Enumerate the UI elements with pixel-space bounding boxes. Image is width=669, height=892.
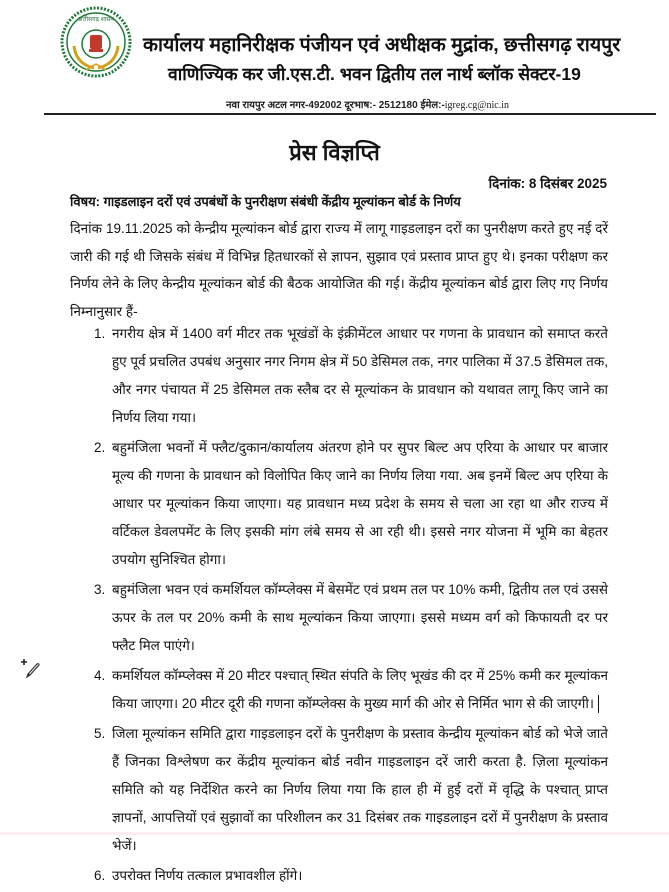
list-item bbox=[70, 662, 608, 718]
item-text: बहुमंजिला भवनों में फ्लैट/दुकान/कार्यालय अंतरण होने पर सुपर बिल्ट अप एरिया के आधार पर बाजार मूल्य की गणना के प्रावधान को विलोपित किए जाने का निर्णय लिया गया. अब इनमें बिल्ट अप एरिया के आधार पर मूल्यांकन किया जाएगा। यह प्रावधान मध्य प्रदेश के समय से चला आ रहा था और राज्य में वर्टिकल डेवलपमेंट के लिए इसकी मांग लंबे समय से आ रही थी। इससे नगर योजना में भूमि का बेहतर उपयोग सुनिश्चित होगा। bbox=[112, 440, 608, 567]
item-text: बहुमंजिला भवन एवं कमर्शियल कॉम्प्लेक्स में बेसमेंट एवं प्रथम तल पर 10% कमी, द्वितीय तल एवं उससे ऊपर के तल पर 20% कमी के साथ मूल्यांकन किया जाएगा। इससे मध्यम वर्ग को किफायती दर पर फ्लैट मिल पाएंगे। bbox=[112, 582, 608, 653]
item-number: 1. bbox=[94, 326, 106, 341]
header-divider bbox=[44, 113, 656, 115]
email-link[interactable]: igreg.cg@nic.in bbox=[444, 100, 509, 111]
item-number: 5. bbox=[94, 726, 106, 741]
decisions-list bbox=[70, 320, 608, 892]
item-number: 2. bbox=[94, 440, 106, 455]
contact-line bbox=[226, 97, 509, 111]
item-number: 6. bbox=[94, 868, 106, 883]
office-title: कार्यालय महानिरीक्षक पंजीयन एवं अधीक्षक मुद्रांक, छत्तीसगढ़ रायपुर bbox=[143, 34, 621, 56]
item-text: नगरीय क्षेत्र में 1400 वर्ग मीटर तक भूखंडों के इंक्रीमेंटल आधार पर गणना के प्रावधान को समाप्त करते हुए पूर्व प्रचलित उपबंध अनुसार नगर निगम क्षेत्र में 50 डेसिमल तक, नगर पालिका में 37.5 डेसिमल तक, और नगर पंचायत में 25 डेसिमल तक स्लैब दर से मूल्यांकन के प्रावधान को यथावत लागू किए जाने का निर्णय लिया गया। bbox=[112, 326, 608, 425]
item-number: 4. bbox=[94, 668, 106, 683]
intro-paragraph: दिनांक 19.11.2025 को केन्द्रीय मूल्यांकन बोर्ड द्वारा राज्य में लागू गाइडलाइन दरों का पुनरीक्षण करते हुए नई दरें जारी की गई थी जिसके संबंध में विभिन्न हितधारकों से ज्ञापन, सुझाव एवं प्रस्ताव प्राप्त हुए थे। इनका परीक्षण कर निर्णय लेने के लिए केन्द्रीय मूल्यांकन बोर्ड की बैठक आयोजित की गई। केंद्रीय मूल्यांकन बोर्ड द्वारा लिए गए निर्णय निम्नानुसार हैं- bbox=[70, 221, 608, 319]
document-subject: विषय: गाइडलाइन दरों एवं उपबंधों के पुनरीक्षण संबंधी केंद्रीय मूल्यांकन बोर्ड के निर्णय bbox=[70, 194, 461, 209]
item-text: कमर्शियल कॉम्प्लेक्स में 20 मीटर पश्चात् स्थित संपति के लिए भूखंड की दर में 25% कमी कर मूल्यांकन किया जाएगा। 20 मीटर दूरी की गणना कॉम्प्लेक्स के मुख्य मार्ग की ओर से निर्मित भाग से की जाएगी। bbox=[112, 668, 608, 711]
item-number: 3. bbox=[94, 582, 106, 597]
chhattisgarh-govt-emblem-icon bbox=[60, 6, 132, 78]
list-item bbox=[70, 434, 608, 574]
item-text: उपरोक्त निर्णय तत्काल प्रभावशील होंगे। bbox=[112, 868, 303, 883]
list-item bbox=[70, 720, 608, 860]
list-item bbox=[70, 576, 608, 660]
list-item bbox=[70, 320, 608, 432]
item-text: जिला मूल्यांकन समिति द्वारा गाइडलाइन दरों के पुनरीक्षण के प्रस्ताव केन्द्रीय मूल्यांकन बोर्ड को भेजे जाते हैं जिनका विश्लेषण कर केंद्रीय मूल्यांकन बोर्ड नवीन गाइडलाइन दरें जारी करता है. ज़िला मूल्यांकन समिति को यह निर्देशित करने का निर्णय लिया गया कि हाल ही में हुई दरों में वृद्धि के पश्चात् प्राप्त ज्ञापनों, आपत्तियों एवं सुझावों का परिशीलन कर 31 दिसंबर तक गाइडलाइन दरों में पुनरीक्षण के प्रस्ताव भेजें। bbox=[112, 726, 608, 853]
letterhead bbox=[0, 0, 669, 118]
edit-pen-icon[interactable] bbox=[20, 656, 42, 678]
contact-prefix: नवा रायपुर अटल नगर-492002 दूरभाष:- 2512180 ईमेल:- bbox=[226, 100, 445, 111]
text-cursor bbox=[598, 695, 599, 713]
office-address: वाणिज्यिक कर जी.एस.टी. भवन द्वितीय तल नार्थ ब्लॉक सेक्टर-19 bbox=[168, 64, 581, 84]
emblem-text: छत्तीसगढ़ शासन bbox=[78, 16, 114, 23]
document-date: दिनांक: 8 दिसंबर 2025 bbox=[488, 176, 607, 191]
document-title: प्रेस विज्ञप्ति bbox=[289, 140, 380, 165]
list-item bbox=[70, 862, 608, 890]
